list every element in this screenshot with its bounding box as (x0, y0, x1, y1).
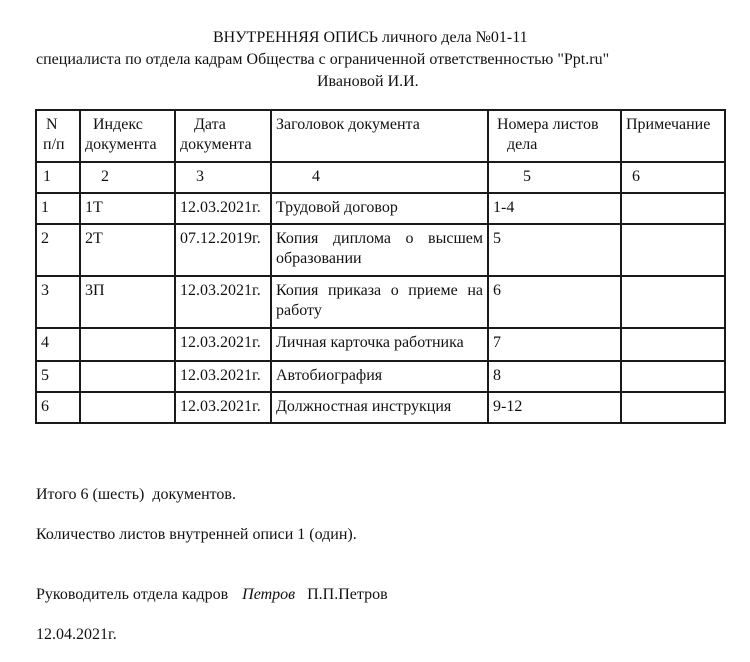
total-documents: Итого 6 (шесть) документов. (36, 486, 236, 503)
column-number: 2 (80, 162, 175, 193)
cell-title: Копия диплома о высшем образовании (271, 224, 488, 276)
signer-position: Руководитель отдела кадров (36, 586, 229, 603)
cell-index (80, 361, 175, 392)
cell-title: Личная карточка работника (271, 328, 488, 361)
cell-date: 12.03.2021г. (175, 392, 271, 423)
document-title: ВНУТРЕННЯЯ ОПИСЬ личного дела №01-11 (213, 29, 528, 46)
table-header-row (36, 110, 725, 162)
cell-index (80, 392, 175, 423)
cell-sheets: 6 (488, 276, 621, 328)
cell-sheets: 7 (488, 328, 621, 361)
table-row (36, 224, 725, 276)
cell-number: 1 (36, 193, 80, 224)
column-number: 6 (621, 162, 725, 193)
cell-date: 12.03.2021г. (175, 328, 271, 361)
column-number: 4 (271, 162, 488, 193)
column-number: 1 (36, 162, 80, 193)
cell-note (621, 361, 725, 392)
signer-name: П.П.Петров (307, 586, 388, 603)
column-header-date: Дата документа (175, 110, 271, 162)
cell-number: 5 (36, 361, 80, 392)
cell-note (621, 224, 725, 276)
cell-index (80, 328, 175, 361)
cell-title: Должностная инструкция (271, 392, 488, 423)
signature: Петров (242, 586, 296, 603)
cell-sheets: 1-4 (488, 193, 621, 224)
cell-note (621, 328, 725, 361)
cell-note (621, 392, 725, 423)
cell-title: Трудовой договор (271, 193, 488, 224)
column-header-sheets: Номера листов дела (488, 110, 621, 162)
column-number: 5 (488, 162, 621, 193)
cell-sheets: 5 (488, 224, 621, 276)
column-header-index: Индекс документа (80, 110, 175, 162)
cell-title: Автобиография (271, 361, 488, 392)
employee-name: Ивановой И.И. (317, 73, 419, 90)
inventory-table (35, 109, 726, 424)
cell-number: 6 (36, 392, 80, 423)
cell-sheets: 8 (488, 361, 621, 392)
cell-note (621, 276, 725, 328)
column-header-note: Примечание (621, 110, 725, 162)
cell-date: 07.12.2019г. (175, 224, 271, 276)
table-row (36, 193, 725, 224)
column-number: 3 (175, 162, 271, 193)
cell-title: Копия приказа о приеме на работу (271, 276, 488, 328)
cell-date: 12.03.2021г. (175, 276, 271, 328)
cell-date: 12.03.2021г. (175, 193, 271, 224)
table-row (36, 328, 725, 361)
cell-sheets: 9-12 (488, 392, 621, 423)
table-row (36, 276, 725, 328)
column-header-title: Заголовок документа (271, 110, 488, 162)
cell-number: 3 (36, 276, 80, 328)
column-numbers-row (36, 162, 725, 193)
cell-index: 1Т (80, 193, 175, 224)
cell-number: 2 (36, 224, 80, 276)
column-header-number: N п/п (36, 110, 80, 162)
cell-index: 2Т (80, 224, 175, 276)
document-date: 12.04.2021г. (36, 626, 117, 643)
cell-index: 3П (80, 276, 175, 328)
table-row (36, 361, 725, 392)
document-subtitle: специалиста по отдела кадрам Общества с ограниченной ответственностью "Ppt.ru" (36, 51, 610, 68)
cell-date: 12.03.2021г. (175, 361, 271, 392)
cell-note (621, 193, 725, 224)
signature-line (36, 586, 388, 604)
table-row (36, 392, 725, 423)
cell-number: 4 (36, 328, 80, 361)
inventory-sheets-count: Количество листов внутренней описи 1 (один). (36, 526, 357, 543)
